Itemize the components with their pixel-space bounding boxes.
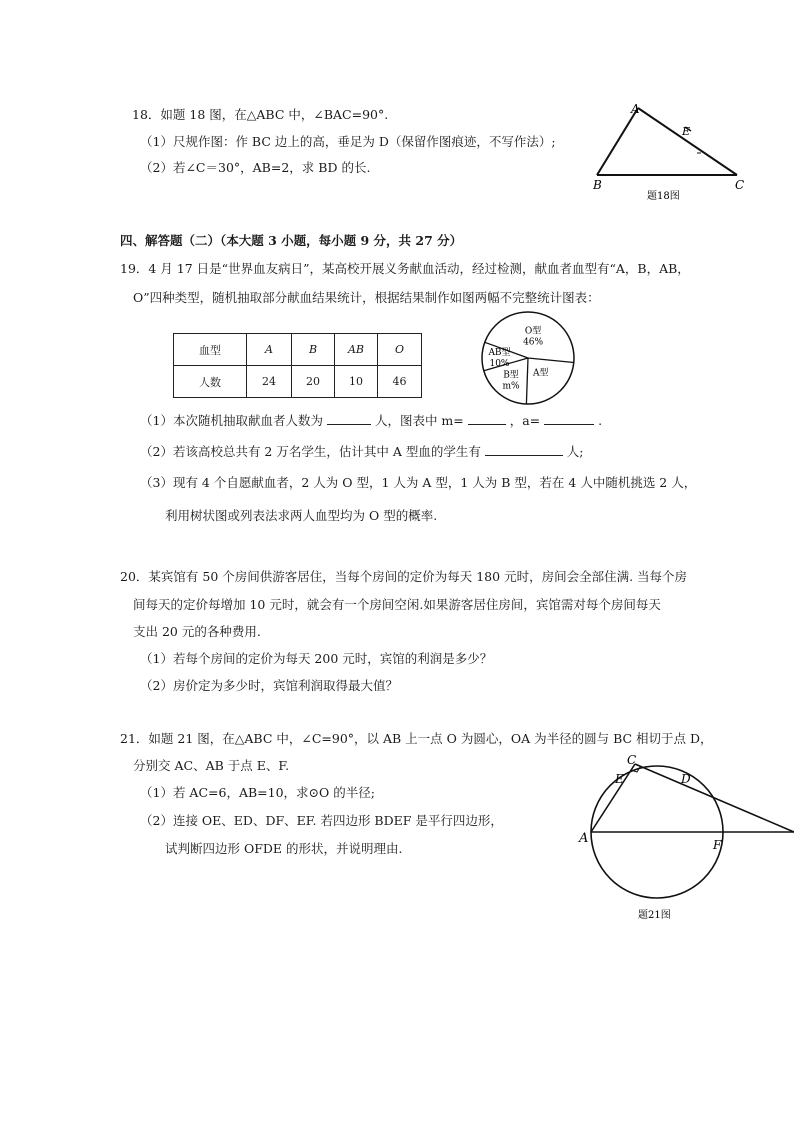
table-cell: 24 xyxy=(247,366,292,398)
q20-part1: （1）若每个房间的定价为每天 200 元时，宾馆的利润是多少？ xyxy=(140,651,493,666)
table-cell: 血型 xyxy=(174,334,247,366)
q21-line1: 21．如题 21 图，在△ABC 中，∠C=90°，以 AB 上一点 O 为圆心，OA 为半径的圆与 BC 相切于点 D， xyxy=(120,731,713,746)
table-row xyxy=(174,334,422,366)
q18-stem: 18．如题 18 图，在△ABC 中，∠BAC=90°. xyxy=(132,107,389,122)
table-cell: 20 xyxy=(292,366,335,398)
table-cell: B xyxy=(292,334,335,366)
table-cell: 46 xyxy=(378,366,422,398)
q19-line1: 19．4 月 17 日是“世界血友病日”，某高校开展义务献血活动，经过检测，献血者血型有“A，B，AB， xyxy=(120,261,690,276)
q19-part3-line2: 利用树状图或列表法求两人血型均为 O 型的概率. xyxy=(165,508,438,523)
q20-line3: 支出 20 元的各种费用. xyxy=(133,624,261,639)
table-row xyxy=(174,366,422,398)
q18-part2: （2）若∠C＝30°，AB=2，求 BD 的长. xyxy=(140,160,371,175)
q19-part2-text-a: （2）若该高校总共有 2 万名学生，估计其中 A 型血的学生有 xyxy=(140,444,481,459)
segment-ac xyxy=(591,764,635,832)
q18-part1: （1）尺规作图：作 BC 边上的高，垂足为 D（保留作图痕迹，不写作法）; xyxy=(140,134,556,149)
pie-slice-divider-1 xyxy=(528,358,574,363)
q21-line2: 分别交 AC、AB 于点 E、F. xyxy=(133,758,290,773)
q19-part1-text-b: 人，图表中 m= xyxy=(374,413,464,428)
label-a: A xyxy=(579,831,589,846)
label-c: C xyxy=(735,178,745,192)
label-e: E xyxy=(682,125,691,138)
pie-label-3: AB型 10% xyxy=(488,348,511,369)
q21-part2-line1: （2）连接 OE、ED、DF、EF. 若四边形 BDEF 是平行四边形， xyxy=(140,813,503,828)
label-d: D xyxy=(681,772,691,786)
q19-part1-text-a: （1）本次随机抽取献血者人数为 xyxy=(140,413,323,428)
pie-label-0: O型 46% xyxy=(523,326,544,348)
pie-label-1: A型 xyxy=(532,368,549,379)
q19-part1 xyxy=(140,412,602,429)
q19-part2-text-b: 人; xyxy=(566,444,584,459)
q21-part1: （1）若 AC=6，AB=10，求⊙O 的半径; xyxy=(140,785,375,800)
q19-part3-line1: （3）现有 4 个自愿献血者，2 人为 O 型，1 人为 A 型，1 人为 B 型，若在 4 人中随机挑选 2 人， xyxy=(140,475,697,490)
q20-line2: 间每天的定价每增加 10 元时，就会有一个房间空闲.如果游客居住房间，宾馆需对每个房间每天 xyxy=(133,597,661,612)
answer-blank-a[interactable] xyxy=(544,412,594,425)
label-c: C xyxy=(627,753,637,767)
segment-ac xyxy=(638,108,737,175)
table-cell: AB xyxy=(335,334,378,366)
label-a: A xyxy=(631,102,640,116)
table-cell: O xyxy=(378,334,422,366)
q19-part2 xyxy=(140,443,584,460)
q21-figure xyxy=(575,750,794,925)
blood-type-pie-chart xyxy=(473,308,583,408)
q18-caption: 题18图 xyxy=(647,191,680,202)
q20-line1: 20．某宾馆有 50 个房间供游客居住，当每个房间的定价为每天 180 元时，房间会全部住满. 当每个房 xyxy=(120,569,688,584)
pie-label-2: B型 m% xyxy=(502,370,520,392)
section-title: 四、解答题（二）（本大题 3 小题，每小题 9 分，共 27 分） xyxy=(120,233,463,248)
q19-part1-text-d: . xyxy=(598,413,603,428)
pie-slice-divider-2 xyxy=(526,358,528,404)
answer-blank-total[interactable] xyxy=(327,412,371,425)
label-e: E xyxy=(615,772,624,786)
q21-part2-line2: 试判断四边形 OFDE 的形状，并说明理由. xyxy=(165,841,403,856)
label-b: B xyxy=(593,178,602,192)
table-cell: A xyxy=(247,334,292,366)
answer-blank-m[interactable] xyxy=(468,412,506,425)
segment-ab xyxy=(597,108,638,175)
q18-figure xyxy=(585,95,760,205)
answer-blank-students[interactable] xyxy=(485,443,563,456)
q19-line2: O”四种类型，随机抽取部分献血结果统计，根据结果制作如图两幅不完整统计图表： xyxy=(133,290,600,305)
q21-caption: 题21图 xyxy=(638,910,671,921)
blood-type-table xyxy=(173,333,422,398)
q19-part1-text-c: ，a= xyxy=(509,413,541,428)
q20-part2: （2）房价定为多少时，宾馆利润取得最大值？ xyxy=(140,678,398,693)
table-cell: 人数 xyxy=(174,366,247,398)
label-f: F xyxy=(713,838,722,852)
segment-cb xyxy=(635,764,794,832)
table-cell: 10 xyxy=(335,366,378,398)
